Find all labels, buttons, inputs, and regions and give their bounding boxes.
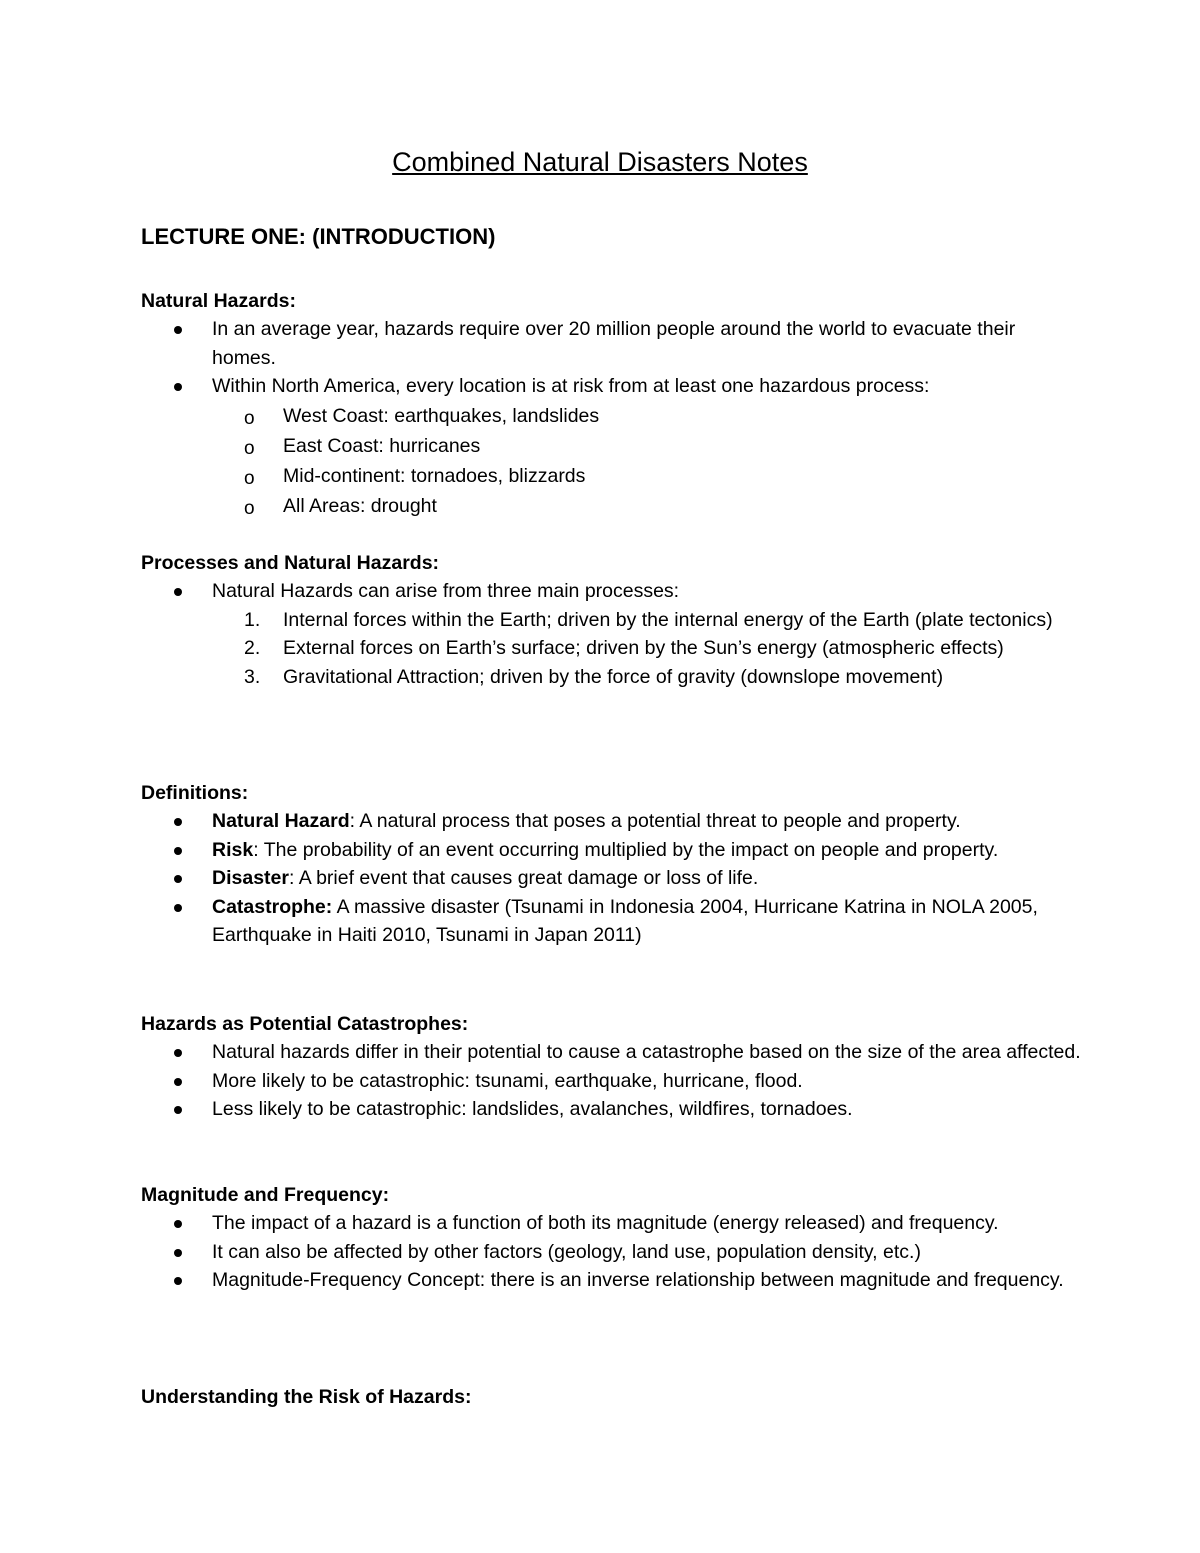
list-item bbox=[141, 1067, 1081, 1096]
list-item bbox=[141, 577, 1081, 691]
circle-bullet-icon: o bbox=[244, 467, 255, 489]
item-number: 3. bbox=[244, 665, 261, 688]
definition-term: Disaster bbox=[212, 867, 289, 889]
list-item-text: Less likely to be catastrophic: landslides, avalanches, wildfires, tornadoes. bbox=[212, 1098, 853, 1120]
bullet-list bbox=[141, 1038, 1081, 1124]
bullet-icon bbox=[174, 1220, 182, 1228]
bullet-icon bbox=[174, 1078, 182, 1086]
section-natural-hazards bbox=[141, 287, 1081, 521]
list-item-text: It can also be affected by other factors (geology, land use, population density, etc.) bbox=[212, 1240, 921, 1263]
bullet-icon bbox=[174, 1249, 182, 1257]
list-item bbox=[141, 315, 1081, 372]
definition-term: Catastrophe: bbox=[212, 895, 333, 918]
list-item-text: Magnitude-Frequency Concept: there is an inverse relationship between magnitude and frequency. bbox=[212, 1269, 1064, 1291]
bullet-icon bbox=[174, 1106, 182, 1114]
numbered-item-text: Internal forces within the Earth; driven by the internal energy of the Earth (plate tectonics) bbox=[283, 608, 1053, 631]
definition-term: Natural Hazard bbox=[212, 810, 350, 832]
definition-text: A natural process that poses a potential threat to people and property. bbox=[355, 810, 961, 832]
section-heading: Hazards as Potential Catastrophes: bbox=[141, 1013, 469, 1035]
definition-text: The probability of an event occurring multiplied by the impact on people and property. bbox=[258, 838, 999, 861]
numbered-item bbox=[141, 634, 1081, 663]
sub-list-item-text: Mid-continent: tornadoes, blizzards bbox=[283, 464, 586, 487]
bullet-list bbox=[141, 577, 1081, 691]
list-item-text: The impact of a hazard is a function of both its magnitude (energy released) and frequency. bbox=[212, 1212, 999, 1234]
sub-list-item bbox=[141, 491, 1081, 521]
circle-bullet-icon: o bbox=[244, 407, 255, 429]
bullet-icon bbox=[174, 326, 182, 334]
bullet-icon bbox=[174, 818, 182, 826]
bullet-icon bbox=[174, 1277, 182, 1285]
circle-bullet-icon: o bbox=[244, 497, 255, 519]
definition-separator: : bbox=[349, 810, 356, 832]
definition-separator: : bbox=[253, 838, 259, 861]
item-number: 2. bbox=[244, 637, 261, 659]
section-processes bbox=[141, 549, 1081, 691]
list-item bbox=[141, 1038, 1081, 1067]
bullet-list bbox=[141, 807, 1081, 950]
section-catastrophes bbox=[141, 1010, 1081, 1124]
section-heading: Definitions: bbox=[141, 782, 249, 804]
sub-list-item bbox=[141, 461, 1081, 491]
list-item bbox=[141, 1209, 1081, 1238]
sub-list-item bbox=[141, 431, 1081, 461]
section-heading: Natural Hazards: bbox=[141, 290, 296, 312]
sub-list-item-text: West Coast: earthquakes, landslides bbox=[283, 404, 600, 427]
list-item bbox=[141, 372, 1081, 521]
sub-list bbox=[212, 401, 1081, 521]
bullet-icon bbox=[174, 875, 182, 883]
list-item bbox=[141, 807, 1081, 836]
bullet-icon bbox=[174, 383, 182, 391]
sub-list-item bbox=[141, 401, 1081, 431]
list-item bbox=[141, 1238, 1081, 1267]
document-title: Combined Natural Disasters Notes bbox=[392, 147, 808, 177]
section-definitions bbox=[141, 779, 1081, 950]
lecture-heading: LECTURE ONE: (INTRODUCTION) bbox=[141, 224, 496, 249]
numbered-list bbox=[212, 606, 1081, 692]
numbered-item-text: Gravitational Attraction; driven by the force of gravity (downslope movement) bbox=[283, 665, 944, 688]
list-item bbox=[141, 864, 1081, 893]
list-item bbox=[141, 893, 1081, 950]
list-item-text: Natural hazards differ in their potential to cause a catastrophe based on the size of the area affected. bbox=[212, 1041, 1081, 1063]
circle-bullet-icon: o bbox=[244, 437, 255, 459]
bullet-icon bbox=[174, 588, 182, 596]
bullet-icon bbox=[174, 904, 182, 912]
numbered-item-text: External forces on Earth’s surface; driven by the Sun’s energy (atmospheric effects) bbox=[283, 637, 1004, 659]
item-number: 1. bbox=[244, 608, 261, 631]
sub-list-item-text: All Areas: drought bbox=[283, 494, 437, 517]
definition-text: A brief event that causes great damage or loss of life. bbox=[294, 867, 759, 889]
sub-list-item-text: East Coast: hurricanes bbox=[283, 434, 481, 457]
list-item-text: Natural Hazards can arise from three main processes: bbox=[212, 580, 680, 602]
section-heading: Processes and Natural Hazards: bbox=[141, 552, 440, 574]
bullet-icon bbox=[174, 1049, 182, 1057]
numbered-item bbox=[141, 606, 1081, 635]
section-magnitude-frequency bbox=[141, 1181, 1081, 1295]
list-item-text: More likely to be catastrophic: tsunami, earthquake, hurricane, flood. bbox=[212, 1069, 803, 1092]
definition-separator: : bbox=[288, 867, 295, 889]
list-item bbox=[141, 1095, 1081, 1124]
list-item-text: Within North America, every location is at risk from at least one hazardous process: bbox=[212, 375, 930, 397]
list-item-text: In an average year, hazards require over 20 million people around the world to evacuate their homes. bbox=[212, 318, 1016, 369]
section-heading: Magnitude and Frequency: bbox=[141, 1184, 390, 1206]
numbered-item bbox=[141, 663, 1081, 692]
definition-text: A massive disaster (Tsunami in Indonesia 2004, Hurricane Katrina in NOLA 2005, Earthquake in Haiti 2010, Tsunami in Japan 2011) bbox=[212, 895, 1038, 946]
section-understanding-risk bbox=[141, 1383, 1081, 1411]
definition-term: Risk bbox=[212, 838, 254, 861]
section-heading: Understanding the Risk of Hazards: bbox=[141, 1386, 472, 1408]
list-item bbox=[141, 836, 1081, 865]
bullet-list bbox=[141, 315, 1081, 521]
bullet-list bbox=[141, 1209, 1081, 1295]
list-item bbox=[141, 1266, 1081, 1295]
bullet-icon bbox=[174, 847, 182, 855]
